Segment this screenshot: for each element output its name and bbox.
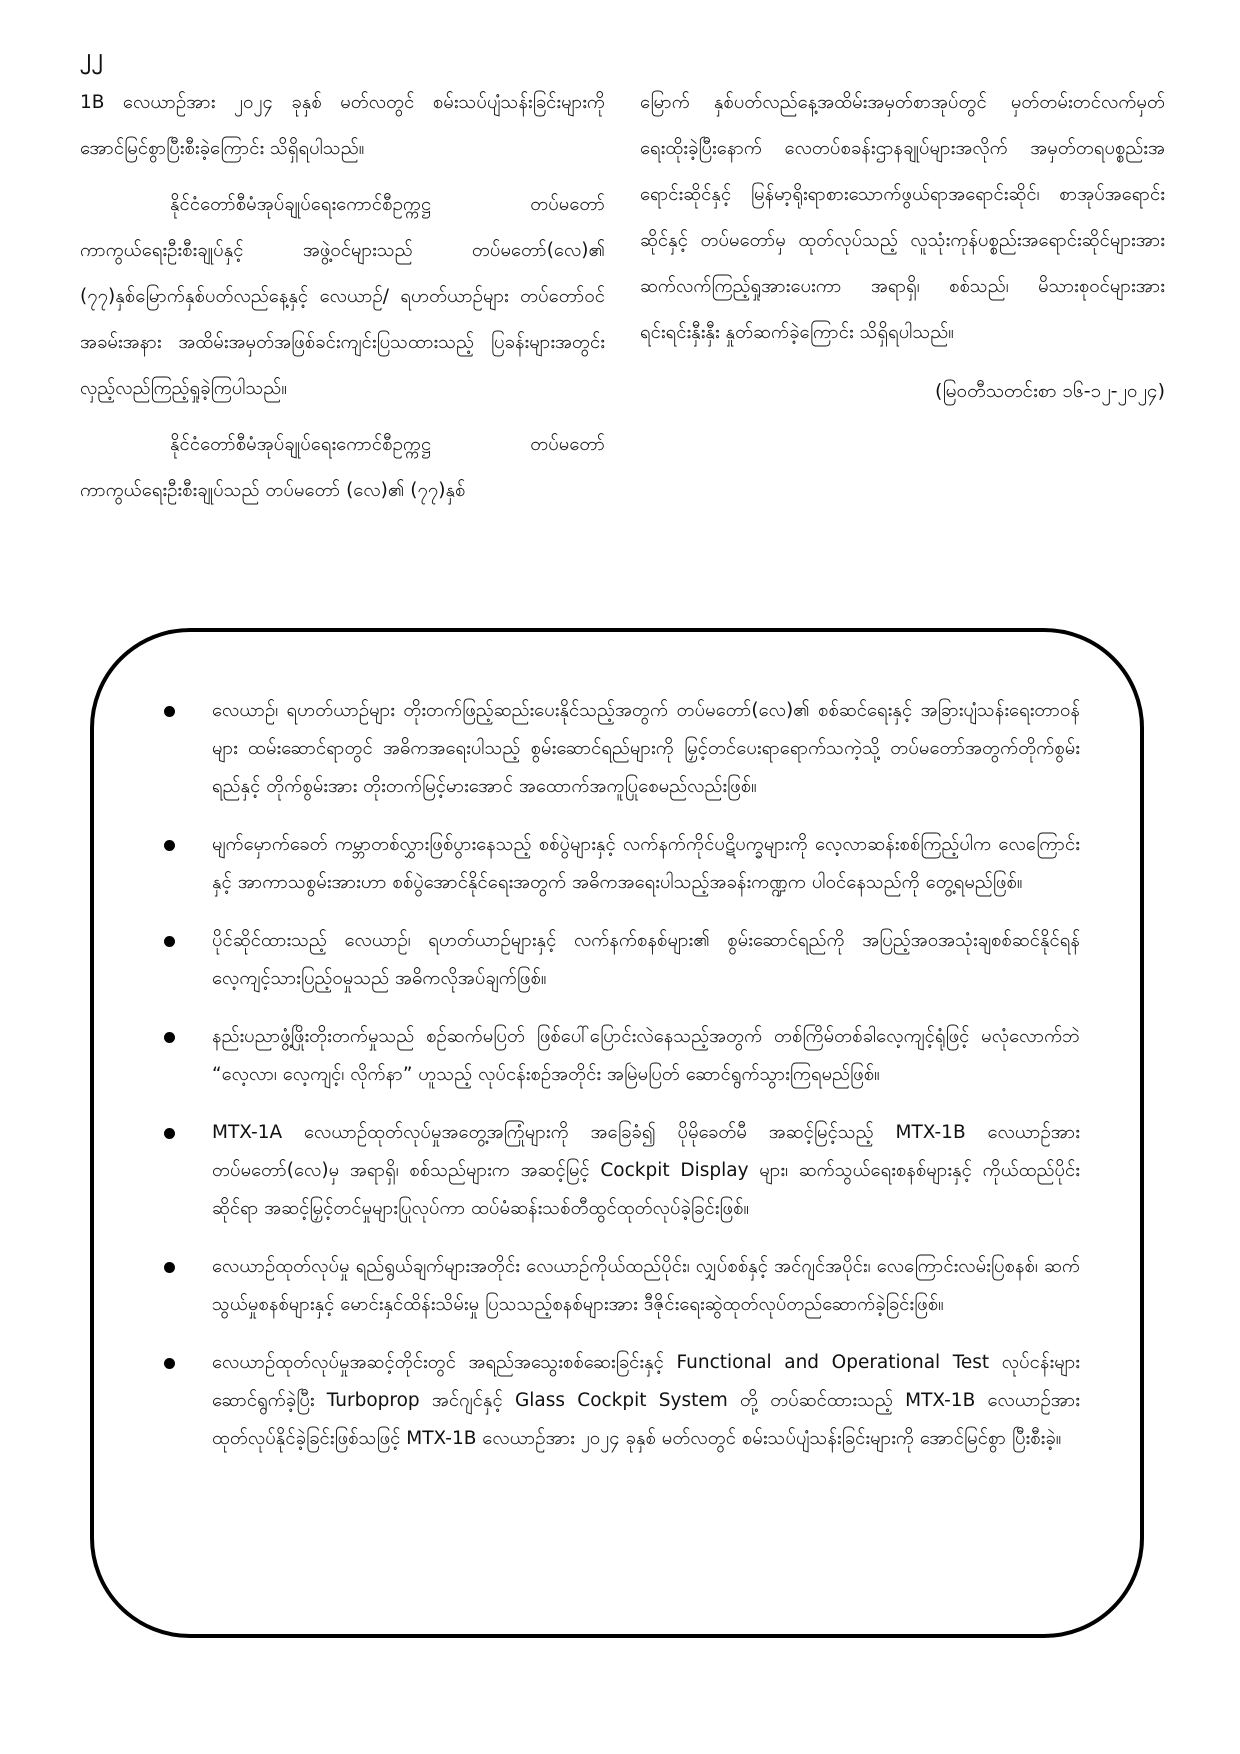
left-paragraph-3: နိုင်ငံတော်စီမံအုပ်ချုပ်ရေးကောင်စီဥက္ကဋ္ဌ တပ်မတော်ကာကွယ်ရေးဦးစီးချုပ်သည် တပ်မတော် (လေ)၏ (၇၇)နှစ် (80, 434, 605, 501)
list-item (154, 826, 1080, 902)
left-column (80, 80, 605, 524)
bullet-icon (164, 1128, 175, 1139)
list-item-text: နည်းပညာဖွံ့ဖြိုးတိုးတက်မှုသည် စဉ်ဆက်မပြတ် ဖြစ်ပေါ်ပြောင်းလဲနေသည့်အတွက် တစ်ကြိမ်တစ်ခါလေ့ကျင့်ရုံဖြင့် မလုံလောက်ဘဲ “လေ့လာ၊ လေ့ကျင့်၊ လိုက်နာ” ဟူသည့် လုပ်ငန်းစဉ်အတိုင်း အမြဲမပြတ် ဆောင်ရွက်သွားကြရမည်ဖြစ်။ (212, 1026, 1080, 1085)
right-column (640, 80, 1165, 414)
bullet-icon (164, 1262, 175, 1273)
right-paragraph-1: မြောက် နှစ်ပတ်လည်နေ့အထိမ်းအမှတ်စာအုပ်တွင် မှတ်တမ်းတင်လက်မှတ်ရေးထိုးခဲ့ပြီးနောက် လေတပ်စခန်းဌာနချုပ်များအလိုက် အမှတ်တရပစ္စည်းအရောင်းဆိုင်နှင့် မြန်မာ့ရိုးရာစားသောက်ဖွယ်ရာအရောင်းဆိုင်၊ စာအုပ်အရောင်းဆိုင်နှင့် တပ်မတော်မှ ထုတ်လုပ်သည့် လူသုံးကုန်ပစ္စည်းအရောင်းဆိုင်များအား ဆက်လက်ကြည့်ရှုအားပေးကာ အရာရှိ၊ စစ်သည်၊ မိသားစုဝင်များအား ရင်းရင်းနှီးနှီး နှုတ်ဆက်ခဲ့ကြောင်း သိရှိရပါသည်။ (640, 92, 1165, 343)
summary-list (154, 692, 1080, 1458)
bullet-icon (164, 840, 175, 851)
list-item-text: လေယာဉ်ထုတ်လုပ်မှု ရည်ရွယ်ချက်များအတိုင်း လေယာဉ်ကိုယ်ထည်ပိုင်း၊ လျှပ်စစ်နှင့် အင်ဂျင်အပိုင်း၊ လေကြောင်းလမ်းပြစနစ်၊ ဆက်သွယ်မှုစနစ်များနှင့် မောင်းနှင်ထိန်းသိမ်းမှု ပြသသည့်စနစ်များအား ဒီဇိုင်းရေးဆွဲထုတ်လုပ်တည်ဆောက်ခဲ့ခြင်းဖြစ်။ (212, 1256, 1080, 1315)
list-item-text: MTX-1A လေယာဉ်ထုတ်လုပ်မှုအတွေ့အကြုံများကို အခြေခံ၍ ပိုမိုခေတ်မီ အဆင့်မြင့်သည့် MTX-1B လေယာဉ်အား တပ်မတော်(လေ)မှ အရာရှိ၊ စစ်သည်များက အဆင့်မြင့် Cockpit Display များ၊ ဆက်သွယ်ရေးစနစ်များနှင့် ကိုယ်ထည်ပိုင်းဆိုင်ရာ အဆင့်မြှင့်တင်မှုများပြုလုပ်ကာ ထပ်မံဆန်းသစ်တီထွင်ထုတ်လုပ်ခဲ့ခြင်းဖြစ်။ (212, 1122, 1080, 1219)
list-item (154, 692, 1080, 806)
list-item (154, 1114, 1080, 1228)
list-item-text: ပိုင်ဆိုင်ထားသည့် လေယာဉ်၊ ရဟတ်ယာဉ်များနှင့် လက်နက်စနစ်များ၏ စွမ်းဆောင်ရည်ကို အပြည့်အဝအသုံးချစစ်ဆင်နိုင်ရန် လေ့ကျင့်သားပြည့်ဝမှုသည် အဓိကလိုအပ်ချက်ဖြစ်။ (212, 930, 1080, 989)
left-paragraph-2: နိုင်ငံတော်စီမံအုပ်ချုပ်ရေးကောင်စီဥက္ကဋ္ဌ တပ်မတော်ကာကွယ်ရေးဦးစီးချုပ်နှင့် အဖွဲ့ဝင်များသည် တပ်မတော်(လေ)၏ (၇၇)နှစ်မြောက်နှစ်ပတ်လည်နေ့နှင့် လေယာဉ်/ ရဟတ်ယာဉ်များ တပ်တော်ဝင်အခမ်းအနား အထိမ်းအမှတ်အဖြစ်ခင်းကျင်းပြသထားသည့် ပြခန်းများအတွင်း လှည့်လည်ကြည့်ရှုခဲ့ကြပါသည်။ (80, 194, 605, 399)
summary-box (90, 628, 1144, 1638)
list-item (154, 1248, 1080, 1324)
list-item-text: လေယာဉ်၊ ရဟတ်ယာဉ်များ တိုးတက်ဖြည့်ဆည်းပေးနိုင်သည့်အတွက် တပ်မတော်(လေ)၏ စစ်ဆင်ရေးနှင့် အခြားပျံသန်းရေးတာဝန်များ ထမ်းဆောင်ရာတွင် အဓိကအရေးပါသည့် စွမ်းဆောင်ရည်များကို မြှင့်တင်ပေးရာရောက်သကဲ့သို့ တပ်မတော်အတွက်တိုက်စွမ်းရည်နှင့် တိုက်စွမ်းအား တိုးတက်မြင့်မားအောင် အထောက်အကူပြုစေမည်လည်းဖြစ်။ (212, 700, 1080, 797)
list-item (154, 1344, 1080, 1458)
left-paragraph-1: 1B လေယာဉ်အား ၂၀၂၄ ခုနှစ် မတ်လတွင် စမ်းသပ်ပျံသန်းခြင်းများကို အောင်မြင်စွာပြီးစီးခဲ့ကြောင်း သိရှိရပါသည်။ (80, 92, 605, 159)
list-item (154, 922, 1080, 998)
list-item-text: လေယာဉ်ထုတ်လုပ်မှုအဆင့်တိုင်းတွင် အရည်အသွေးစစ်ဆေးခြင်းနှင့် Functional and Operational Test လုပ်ငန်းများ ဆောင်ရွက်ခဲ့ပြီး Turboprop အင်ဂျင်နှင့် Glass Cockpit System တို့ တပ်ဆင်ထားသည့် MTX-1B လေယာဉ်အား ထုတ်လုပ်နိုင်ခဲ့ခြင်းဖြစ်သဖြင့် MTX-1B လေယာဉ်အား ၂၀၂၄ ခုနှစ် မတ်လတွင် စမ်းသပ်ပျံသန်းခြင်းများကို အောင်မြင်စွာ ပြီးစီးခဲ့။ (212, 1352, 1080, 1449)
page-number: ၂၂ (80, 45, 104, 70)
list-item (154, 1018, 1080, 1094)
list-item-text: မျက်မှောက်ခေတ် ကမ္ဘာတစ်လွှားဖြစ်ပွားနေသည့် စစ်ပွဲများနှင့် လက်နက်ကိုင်ပဋိပက္ခများကို လေ့လာဆန်းစစ်ကြည့်ပါက လေကြောင်းနှင့် အာကာသစွမ်းအားဟာ စစ်ပွဲအောင်နိုင်ရေးအတွက် အဓိကအရေးပါသည့်အခန်းကဏ္ဍက ပါဝင်နေသည်ကို တွေ့ရမည်ဖြစ်။ (212, 834, 1080, 893)
bullet-icon (164, 936, 175, 947)
source-citation: (မြဝတီသတင်းစာ ၁၆-၁၂-၂၀၂၄) (935, 380, 1165, 402)
bullet-icon (164, 706, 175, 717)
bullet-icon (164, 1358, 175, 1369)
bullet-icon (164, 1032, 175, 1043)
